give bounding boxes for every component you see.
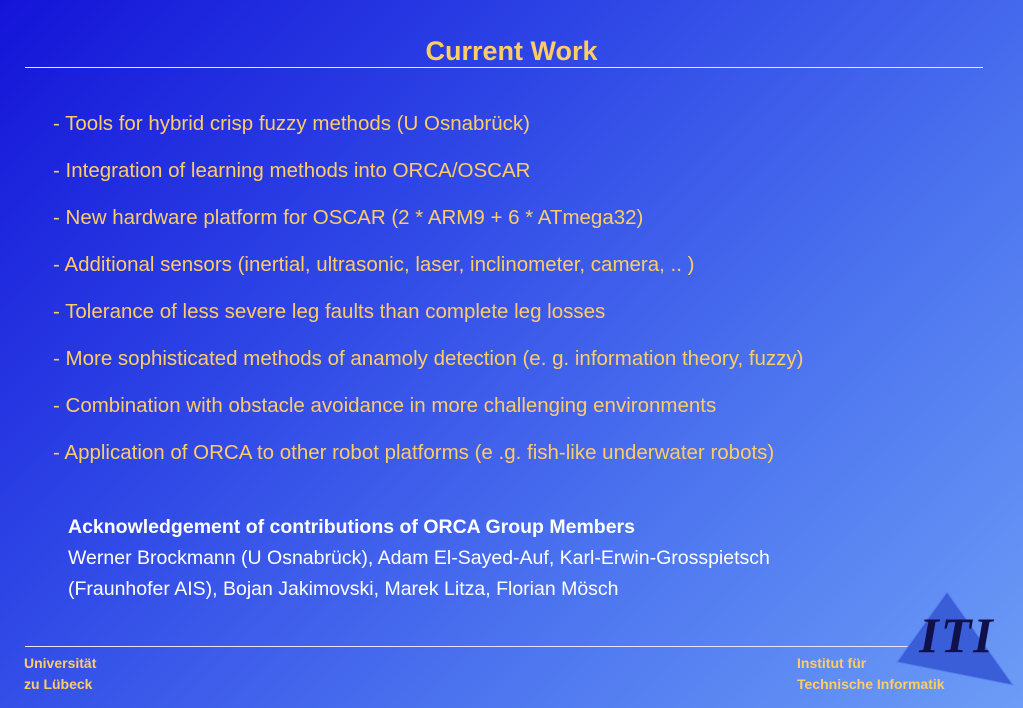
footer-institute — [797, 653, 945, 695]
footer-university-line-1: Universität — [24, 655, 97, 671]
acknowledgement-names-line-1: Werner Brockmann (U Osnabrück), Adam El-Sayed-Auf, Karl-Erwin-Grosspietsch — [68, 547, 770, 569]
title-divider — [25, 67, 983, 68]
logo-text: ITI — [919, 607, 995, 663]
bullet-list — [53, 112, 804, 488]
footer-institute-line-1: Institut für — [797, 655, 867, 671]
bullet-item: - New hardware platform for OSCAR (2 * ARM9 + 6 * ATmega32) — [53, 206, 644, 229]
footer-university-line-2: zu Lübeck — [24, 676, 93, 692]
acknowledgement-heading: Acknowledgement of contributions of ORCA Group Members — [68, 516, 635, 538]
acknowledgement-block — [68, 512, 770, 605]
bullet-item: - Integration of learning methods into ORCA/OSCAR — [53, 159, 531, 182]
bullet-item: - Combination with obstacle avoidance in more challenging environments — [53, 394, 717, 417]
bullet-item: - More sophisticated methods of anamoly detection (e. g. information theory, fuzzy) — [53, 347, 804, 370]
bullet-item: - Tools for hybrid crisp fuzzy methods (U Osnabrück) — [53, 112, 530, 135]
slide-title: Current Work — [425, 36, 598, 66]
acknowledgement-names-line-2: (Fraunhofer AIS), Bojan Jakimovski, Marek Litza, Florian Mösch — [68, 578, 619, 600]
footer-institute-line-2: Technische Informatik — [797, 676, 945, 692]
footer-university — [24, 653, 96, 695]
footer-divider — [25, 646, 983, 647]
bullet-item: - Application of ORCA to other robot platforms (e .g. fish-like underwater robots) — [53, 441, 775, 464]
bullet-item: - Tolerance of less severe leg faults than complete leg losses — [53, 300, 606, 323]
bullet-item: - Additional sensors (inertial, ultrasonic, laser, inclinometer, camera, .. ) — [53, 253, 695, 276]
